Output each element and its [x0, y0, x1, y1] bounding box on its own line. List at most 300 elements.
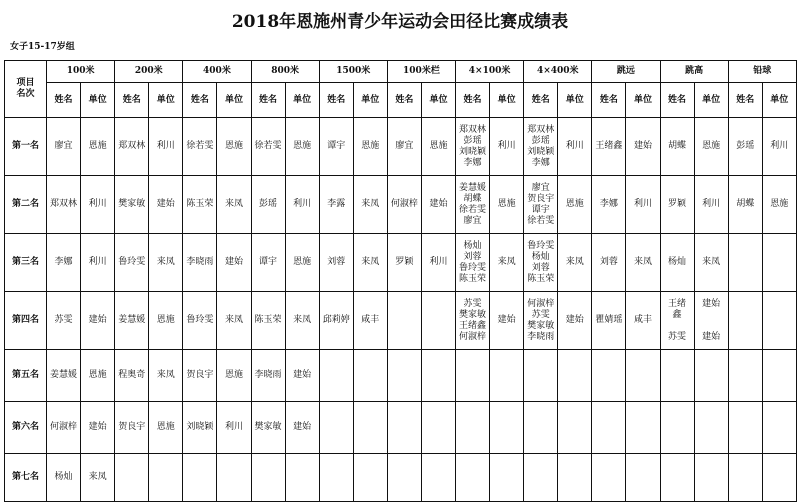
athlete-name-cell	[728, 234, 762, 292]
unit-name	[422, 315, 455, 326]
athlete-name-cell	[456, 176, 490, 234]
unit-cell	[81, 454, 115, 502]
unit-cell	[285, 118, 319, 176]
unit-name	[626, 422, 659, 433]
results-table	[4, 60, 797, 502]
athlete-name: 程奥奇	[118, 370, 146, 380]
athlete-name: 鲁玲雯	[118, 257, 146, 267]
unit-cell	[353, 454, 387, 502]
unit-cell	[285, 292, 319, 350]
athlete-name: 廖宜	[531, 182, 550, 193]
unit-cell	[353, 402, 387, 454]
unit-cell	[558, 454, 592, 502]
athlete-name: 苏雯	[463, 298, 482, 309]
unit-name	[354, 472, 387, 483]
unit-column-header: 单位	[694, 83, 728, 118]
athlete-name: 邱莉婷	[322, 315, 350, 325]
unit-name	[695, 422, 728, 433]
athlete-name-cell	[660, 454, 694, 502]
event-header: 400米	[183, 61, 251, 83]
unit-cell	[217, 454, 251, 502]
unit-cell	[217, 234, 251, 292]
unit-column-header: 单位	[285, 83, 319, 118]
athlete-name: 姜慧媛	[50, 370, 78, 380]
athlete-name: 陈玉荣	[186, 199, 214, 209]
athlete-name-cell	[319, 176, 353, 234]
corner-event-label: 项目	[16, 78, 35, 88]
unit-column-header: 单位	[149, 83, 183, 118]
athlete-name-cell	[183, 176, 217, 234]
athlete-name-cell	[524, 350, 558, 402]
unit-cell	[626, 118, 660, 176]
unit-cell	[217, 176, 251, 234]
athlete-name-cell	[47, 402, 81, 454]
rank-label: 第四名	[5, 292, 47, 350]
athlete-name	[456, 472, 489, 483]
athlete-name-cell	[251, 118, 285, 176]
athlete-name	[729, 315, 762, 326]
athlete-name-cell	[592, 234, 626, 292]
unit-name	[763, 422, 796, 433]
athlete-name: 彭瑶	[463, 135, 482, 146]
athlete-name	[252, 472, 285, 483]
athlete-name-cell	[115, 402, 149, 454]
athlete-name	[524, 422, 557, 433]
athlete-name: 李晓雨	[254, 370, 282, 380]
unit-name: 利川	[224, 422, 243, 432]
athlete-name: 徐若雯	[459, 204, 487, 215]
athlete-name: 樊家敏	[459, 309, 487, 320]
athlete-name-cell	[524, 234, 558, 292]
unit-name: 来凤	[633, 257, 652, 267]
unit-cell	[217, 118, 251, 176]
rank-label: 第六名	[5, 402, 47, 454]
athlete-name-cell	[183, 292, 217, 350]
athlete-name	[320, 370, 353, 381]
athlete-name-cell	[660, 118, 694, 176]
unit-cell	[490, 292, 524, 350]
unit-name: 建始	[293, 422, 312, 432]
unit-name: 建始	[88, 422, 107, 432]
unit-cell	[353, 234, 387, 292]
name-column-header: 姓名	[524, 83, 558, 118]
unit-name: 来凤	[156, 257, 175, 267]
athlete-name: 杨灿	[531, 251, 550, 262]
athlete-name: 刘晓颖	[186, 422, 214, 432]
unit-name: 利川	[770, 141, 789, 151]
athlete-name-cell	[660, 234, 694, 292]
unit-column-header: 单位	[762, 83, 796, 118]
unit-cell	[421, 350, 455, 402]
unit-cell	[421, 234, 455, 292]
unit-cell	[285, 454, 319, 502]
unit-name: 利川	[702, 199, 721, 209]
unit-cell	[762, 350, 796, 402]
athlete-name	[661, 370, 694, 381]
unit-name: 恩施	[770, 199, 789, 209]
unit-name: 利川	[156, 141, 175, 151]
athlete-name: 郑双林	[527, 124, 555, 135]
athlete-name-cell	[319, 234, 353, 292]
unit-name: 建始	[702, 298, 721, 309]
name-column-header: 姓名	[592, 83, 626, 118]
unit-cell	[490, 234, 524, 292]
unit-name: 恩施	[497, 199, 516, 209]
table-row	[5, 118, 797, 176]
athlete-name: 苏雯	[54, 315, 73, 325]
athlete-name	[320, 472, 353, 483]
unit-name: 恩施	[156, 422, 175, 432]
unit-cell	[762, 292, 796, 350]
athlete-name: 郑双林	[50, 199, 78, 209]
athlete-name	[729, 422, 762, 433]
unit-cell	[762, 118, 796, 176]
unit-name	[490, 472, 523, 483]
athlete-name-cell	[251, 292, 285, 350]
athlete-name: 苏雯	[531, 309, 550, 320]
unit-cell	[490, 454, 524, 502]
unit-name: 恩施	[224, 370, 243, 380]
unit-cell	[694, 118, 728, 176]
unit-name	[695, 310, 728, 321]
name-column-header: 姓名	[728, 83, 762, 118]
athlete-name-cell	[456, 350, 490, 402]
rank-label: 第五名	[5, 350, 47, 402]
rank-label: 第三名	[5, 234, 47, 292]
unit-name	[558, 472, 591, 483]
unit-name	[422, 422, 455, 433]
unit-name	[422, 370, 455, 381]
athlete-name: 李娜	[463, 157, 482, 168]
athlete-name: 廖宜	[395, 141, 414, 151]
unit-name: 利川	[88, 199, 107, 209]
athlete-name: 胡蝶	[668, 141, 687, 151]
name-column-header: 姓名	[456, 83, 490, 118]
athlete-name-cell	[47, 176, 81, 234]
athlete-name: 刘蓉	[463, 251, 482, 262]
name-column-header: 姓名	[251, 83, 285, 118]
athlete-name: 彭瑶	[531, 135, 550, 146]
athlete-name-cell	[319, 292, 353, 350]
event-header: 4×400米	[524, 61, 592, 83]
name-column-header: 姓名	[183, 83, 217, 118]
athlete-name-cell	[524, 176, 558, 234]
unit-name	[626, 370, 659, 381]
athlete-name-cell	[251, 454, 285, 502]
unit-cell	[421, 118, 455, 176]
athlete-name-cell	[592, 292, 626, 350]
unit-cell	[81, 234, 115, 292]
athlete-name: 徐若雯	[186, 141, 214, 151]
name-column-header: 姓名	[319, 83, 353, 118]
athlete-name-cell	[115, 350, 149, 402]
unit-name	[422, 472, 455, 483]
unit-name: 来凤	[293, 315, 312, 325]
athlete-name	[115, 472, 148, 483]
unit-cell	[762, 234, 796, 292]
athlete-name-cell	[47, 454, 81, 502]
athlete-name: 陈玉荣	[254, 315, 282, 325]
unit-cell	[694, 454, 728, 502]
athlete-name-cell	[592, 118, 626, 176]
athlete-name: 王绪鑫	[459, 320, 487, 331]
unit-cell	[217, 292, 251, 350]
rank-label: 第二名	[5, 176, 47, 234]
unit-cell	[626, 176, 660, 234]
athlete-name: 陈玉荣	[459, 273, 487, 284]
unit-cell	[149, 292, 183, 350]
unit-name: 利川	[497, 141, 516, 151]
table-row	[5, 234, 797, 292]
athlete-name-cell	[728, 350, 762, 402]
unit-cell	[626, 350, 660, 402]
unit-name	[763, 315, 796, 326]
athlete-name: 樊家敏	[118, 199, 146, 209]
athlete-name-cell	[319, 402, 353, 454]
athlete-name: 樊家敏	[254, 422, 282, 432]
athlete-name	[388, 422, 421, 433]
athlete-name	[456, 422, 489, 433]
athlete-name-cell	[183, 454, 217, 502]
unit-name: 建始	[224, 257, 243, 267]
athlete-name-cell	[456, 234, 490, 292]
athlete-name-cell	[115, 234, 149, 292]
unit-column-header: 单位	[558, 83, 592, 118]
athlete-name	[661, 422, 694, 433]
athlete-name	[592, 422, 625, 433]
event-header: 200米	[115, 61, 183, 83]
unit-name: 利川	[429, 257, 448, 267]
athlete-name-cell	[387, 176, 421, 234]
athlete-name: 刘晓颖	[459, 146, 487, 157]
unit-name	[217, 472, 250, 483]
athlete-name: 郑双林	[459, 124, 487, 135]
athlete-name-cell	[456, 292, 490, 350]
unit-column-header: 单位	[626, 83, 660, 118]
unit-name: 来凤	[361, 257, 380, 267]
athlete-name: 刘蓉	[599, 257, 618, 267]
unit-cell	[81, 350, 115, 402]
unit-cell	[421, 292, 455, 350]
unit-name	[695, 370, 728, 381]
athlete-name: 王绪	[668, 298, 687, 309]
athlete-name: 罗颖	[668, 199, 687, 209]
unit-cell	[81, 118, 115, 176]
unit-cell	[353, 350, 387, 402]
unit-name: 来凤	[702, 257, 721, 267]
table-row	[5, 292, 797, 350]
athlete-name-cell	[387, 234, 421, 292]
athlete-name: 贺良宇	[186, 370, 214, 380]
athlete-name: 谭宇	[531, 204, 550, 215]
athlete-name-cell	[456, 454, 490, 502]
athlete-name	[661, 321, 694, 332]
unit-name: 恩施	[293, 141, 312, 151]
unit-name: 来凤	[497, 257, 516, 267]
athlete-name	[592, 472, 625, 483]
unit-name: 来凤	[565, 257, 584, 267]
unit-name: 恩施	[88, 141, 107, 151]
athlete-name-cell	[592, 402, 626, 454]
athlete-name: 鑫	[672, 309, 682, 320]
unit-name	[490, 370, 523, 381]
unit-cell	[421, 402, 455, 454]
athlete-name-cell	[47, 292, 81, 350]
unit-name: 恩施	[224, 141, 243, 151]
athlete-name: 谭宇	[327, 141, 346, 151]
unit-name	[695, 321, 728, 332]
athlete-name	[729, 370, 762, 381]
athlete-name: 鲁玲雯	[186, 315, 214, 325]
unit-cell	[285, 176, 319, 234]
athlete-name	[388, 370, 421, 381]
page-title: 2018年恩施州青少年运动会田径比赛成绩表	[231, 12, 569, 32]
event-header: 跳高	[660, 61, 728, 83]
athlete-name	[320, 422, 353, 433]
athlete-name-cell	[387, 118, 421, 176]
athlete-name: 何淑梓	[459, 331, 487, 342]
athlete-name-cell	[728, 454, 762, 502]
athlete-name: 胡蝶	[463, 193, 482, 204]
athlete-name-cell	[251, 176, 285, 234]
athlete-name-cell	[183, 350, 217, 402]
unit-cell	[149, 234, 183, 292]
unit-cell	[626, 454, 660, 502]
unit-cell	[490, 402, 524, 454]
athlete-name-cell	[47, 350, 81, 402]
unit-cell	[558, 402, 592, 454]
unit-name	[354, 422, 387, 433]
unit-name	[695, 472, 728, 483]
unit-name: 利川	[633, 199, 652, 209]
unit-cell	[285, 350, 319, 402]
athlete-name-cell	[660, 292, 694, 350]
unit-cell	[762, 454, 796, 502]
athlete-name: 李晓雨	[186, 257, 214, 267]
athlete-name-cell	[728, 292, 762, 350]
athlete-name: 王绪鑫	[595, 141, 623, 151]
unit-name: 恩施	[429, 141, 448, 151]
unit-cell	[149, 350, 183, 402]
unit-name	[354, 370, 387, 381]
athlete-name-cell	[251, 234, 285, 292]
unit-cell	[149, 454, 183, 502]
athlete-name-cell	[524, 402, 558, 454]
athlete-name: 何淑梓	[527, 298, 555, 309]
athlete-name-cell	[524, 118, 558, 176]
group-subtitle: 女子15-17岁组	[10, 42, 75, 52]
athlete-name-cell	[319, 118, 353, 176]
athlete-name-cell	[660, 350, 694, 402]
unit-cell	[285, 234, 319, 292]
unit-name: 建始	[429, 199, 448, 209]
athlete-name: 彭瑶	[259, 199, 278, 209]
corner-rank-label: 名次	[16, 89, 35, 99]
unit-name: 利川	[293, 199, 312, 209]
table-row	[5, 454, 797, 502]
unit-name: 恩施	[156, 315, 175, 325]
unit-cell	[694, 176, 728, 234]
athlete-name-cell	[660, 402, 694, 454]
unit-cell	[762, 402, 796, 454]
unit-name: 来凤	[361, 199, 380, 209]
unit-name: 建始	[293, 370, 312, 380]
athlete-name: 姜慧媛	[459, 182, 487, 193]
event-header: 1500米	[319, 61, 387, 83]
rank-label: 第七名	[5, 454, 47, 502]
table-row	[5, 402, 797, 454]
name-column-header: 姓名	[115, 83, 149, 118]
athlete-name-cell	[47, 234, 81, 292]
unit-cell	[558, 234, 592, 292]
athlete-name-cell	[387, 292, 421, 350]
unit-name: 来凤	[224, 199, 243, 209]
unit-cell	[626, 402, 660, 454]
athlete-name	[524, 472, 557, 483]
unit-cell	[149, 118, 183, 176]
unit-cell	[217, 350, 251, 402]
athlete-name: 樊家敏	[527, 320, 555, 331]
athlete-name	[592, 370, 625, 381]
athlete-name: 廖宜	[54, 141, 73, 151]
name-column-header: 姓名	[660, 83, 694, 118]
athlete-name: 刘蓉	[327, 257, 346, 267]
athlete-name-cell	[592, 454, 626, 502]
athlete-name-cell	[728, 402, 762, 454]
athlete-name: 罗颖	[395, 257, 414, 267]
unit-name: 恩施	[565, 199, 584, 209]
athlete-name-cell	[183, 234, 217, 292]
athlete-name-cell	[319, 454, 353, 502]
athlete-name: 彭瑶	[736, 141, 755, 151]
athlete-name-cell	[728, 176, 762, 234]
unit-name: 利川	[88, 257, 107, 267]
unit-cell	[490, 176, 524, 234]
athlete-name: 瞿婧瑶	[595, 315, 623, 325]
unit-cell	[421, 454, 455, 502]
athlete-name	[729, 257, 762, 268]
athlete-name: 李露	[327, 199, 346, 209]
athlete-name-cell	[115, 292, 149, 350]
athlete-name-cell	[592, 350, 626, 402]
unit-cell	[694, 350, 728, 402]
athlete-name-cell	[387, 350, 421, 402]
athlete-name	[388, 315, 421, 326]
athlete-name-cell	[660, 176, 694, 234]
athlete-name: 杨灿	[668, 257, 687, 267]
athlete-name: 刘蓉	[531, 262, 550, 273]
athlete-name-cell	[592, 176, 626, 234]
athlete-name: 鲁玲雯	[527, 240, 555, 251]
unit-column-header: 单位	[217, 83, 251, 118]
athlete-name: 郑双林	[118, 141, 146, 151]
event-header: 铅球	[728, 61, 796, 83]
athlete-name-cell	[183, 118, 217, 176]
athlete-name	[388, 472, 421, 483]
unit-cell	[353, 118, 387, 176]
athlete-name: 徐若雯	[527, 215, 555, 226]
unit-name: 恩施	[361, 141, 380, 151]
unit-name	[763, 472, 796, 483]
unit-cell	[558, 176, 592, 234]
unit-cell	[558, 292, 592, 350]
unit-cell	[149, 402, 183, 454]
unit-name: 恩施	[702, 141, 721, 151]
athlete-name-cell	[115, 454, 149, 502]
unit-name: 建始	[497, 315, 516, 325]
unit-name: 建始	[633, 141, 652, 151]
athlete-name: 陈玉荣	[527, 273, 555, 284]
